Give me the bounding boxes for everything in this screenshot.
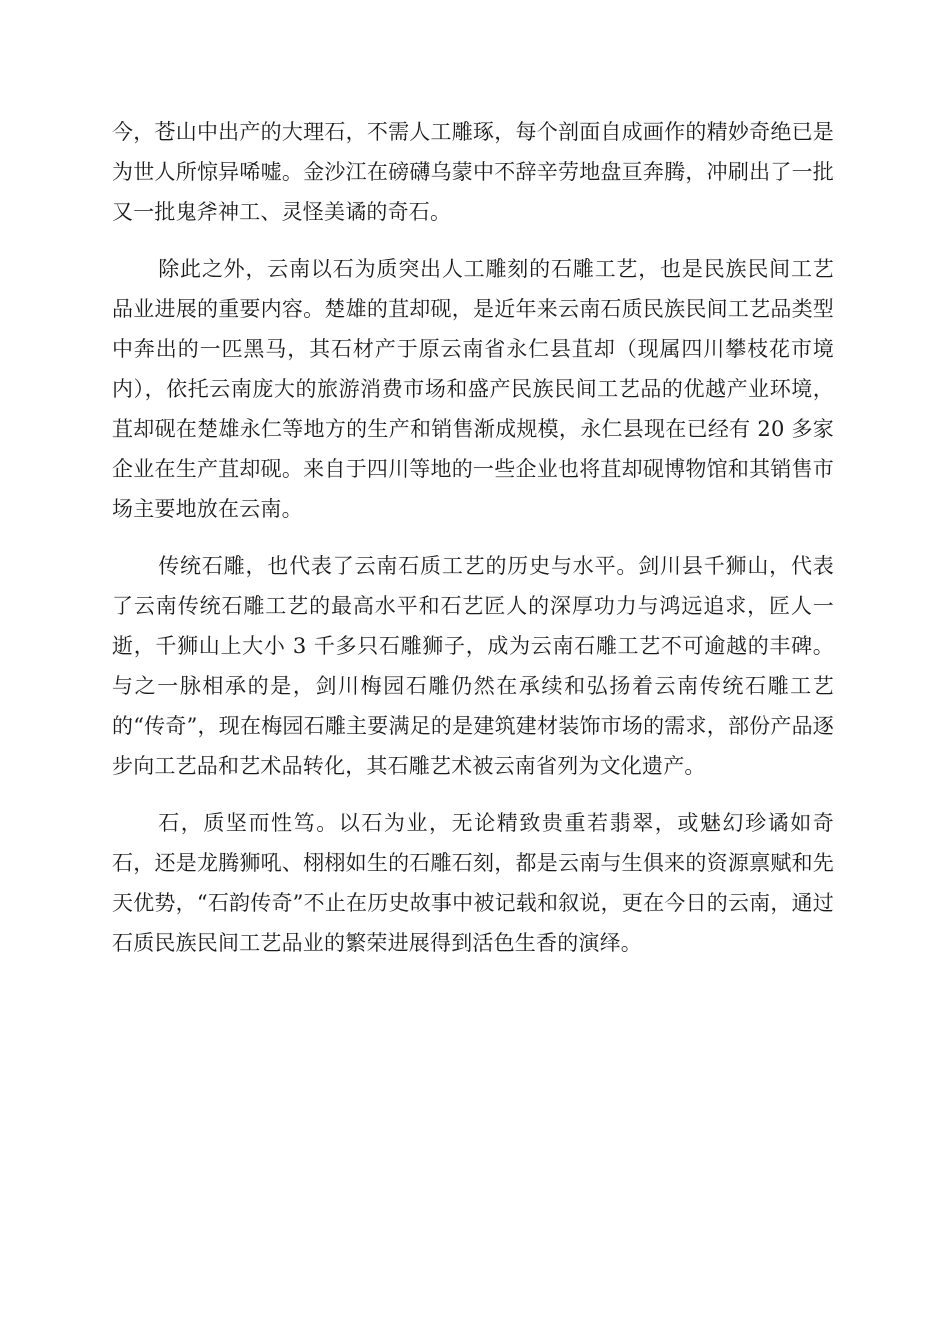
paragraph-3: 传统石雕，也代表了云南石质工艺的历史与水平。剑川县千狮山，代表了云南传统石雕工艺的最高水平和石艺匠人的深厚功力与鸿远追求，匠人一逝，千狮山上大小 3 千多只石雕狮子，成为云南石雕工艺不可逾越的丰碑。与之一脉相承的是，剑川梅园石雕仍然在承续和弘扬着云南传统石雕工艺的“传奇”，现在梅园石雕主要满足的是建筑建材装饰市场的需求，部份产品逐步向工艺品和艺术品转化，其石雕艺术被云南省列为文化遗产。 xyxy=(112,554,834,778)
paragraph-2: 除此之外，云南以石为质突出人工雕刻的石雕工艺，也是民族民间工艺品业进展的重要内容。楚雄的苴却砚，是近年来云南石质民族民间工艺品类型中奔出的一匹黑马，其石材产于原云南省永仁县苴却（现属四川攀枝花市境内），依托云南庞大的旅游消费市场和盛产民族民间工艺品的优越产业环境，苴却砚在楚雄永仁等地方的生产和销售渐成规模，永仁县现在已经有 20 多家企业在生产苴却砚。来自于四川等地的一些企业也将苴却砚博物馆和其销售市场主要地放在云南。 xyxy=(112,257,834,521)
paragraph-1: 今，苍山中出产的大理石，不需人工雕琢，每个剖面自成画作的精妙奇绝已是为世人所惊异唏嘘。金沙江在磅礴乌蒙中不辞辛劳地盘亘奔腾，冲刷出了一批又一批鬼斧神工、灵怪美谲的奇石。 xyxy=(112,120,834,224)
paragraph-4: 石，质坚而性笃。以石为业，无论精致贵重若翡翠，或魅幻珍谲如奇石，还是龙腾狮吼、栩栩如生的石雕石刻，都是云南与生俱来的资源禀赋和先天优势，“石韵传奇”不止在历史故事中被记载和叙说，更在今日的云南，通过石质民族民间工艺品业的繁荣进展得到活色生香的演绎。 xyxy=(112,811,834,955)
document-page xyxy=(112,112,834,980)
